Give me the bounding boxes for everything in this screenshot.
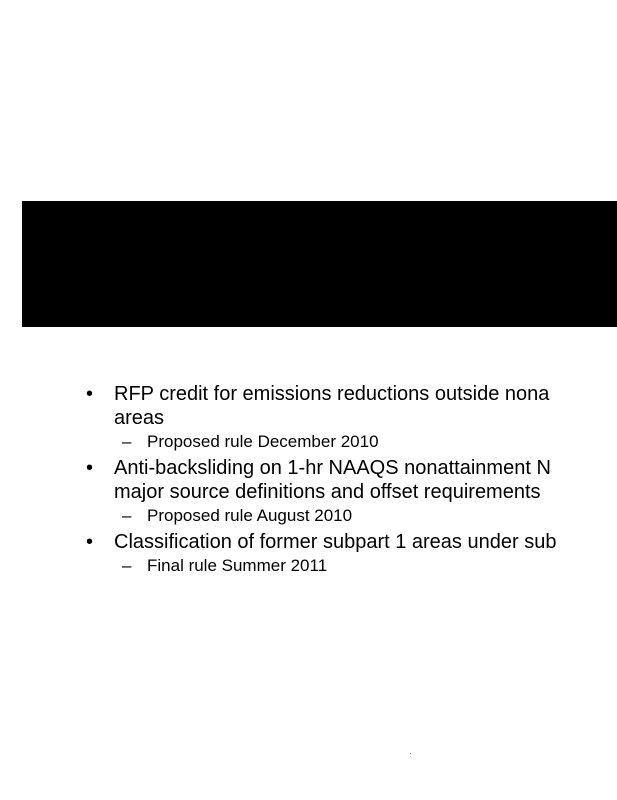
bullet-rfp-credit <box>0 382 617 430</box>
bullet-text-line: RFP credit for emissions reductions outside nona <box>114 383 550 405</box>
sub-bullet-final-summer <box>0 556 617 576</box>
bullet-classification <box>0 530 617 554</box>
redaction-bar <box>22 201 617 327</box>
bullet-text-line: Anti-backsliding on 1-hr NAAQS nonattainment N <box>114 457 551 479</box>
bullet-text-line: major source definitions and offset requirements <box>114 481 541 503</box>
dash-icon: – <box>122 556 132 575</box>
sub-bullet-text: Proposed rule August 2010 <box>147 506 353 525</box>
bullet-text-line: areas <box>114 407 165 429</box>
sub-bullet-text: Final rule Summer 2011 <box>147 556 328 575</box>
sub-bullet-text: Proposed rule December 2010 <box>147 432 379 451</box>
sub-bullet-proposed-august <box>0 506 617 526</box>
bullet-dot-icon: • <box>86 383 94 405</box>
scan-speck <box>410 753 411 754</box>
bullet-dot-icon: • <box>86 457 94 479</box>
bullet-dot-icon: • <box>86 531 94 553</box>
bullet-list <box>0 382 617 580</box>
bullet-anti-backsliding <box>0 456 617 504</box>
bullet-text-line: Classification of former subpart 1 areas under sub <box>114 531 557 553</box>
bullet-item-rfp-credit <box>0 382 617 452</box>
bullet-item-classification <box>0 530 617 576</box>
bullet-item-anti-backsliding <box>0 456 617 526</box>
dash-icon: – <box>122 506 132 525</box>
sub-bullet-proposed-december <box>0 432 617 452</box>
dash-icon: – <box>122 432 132 451</box>
